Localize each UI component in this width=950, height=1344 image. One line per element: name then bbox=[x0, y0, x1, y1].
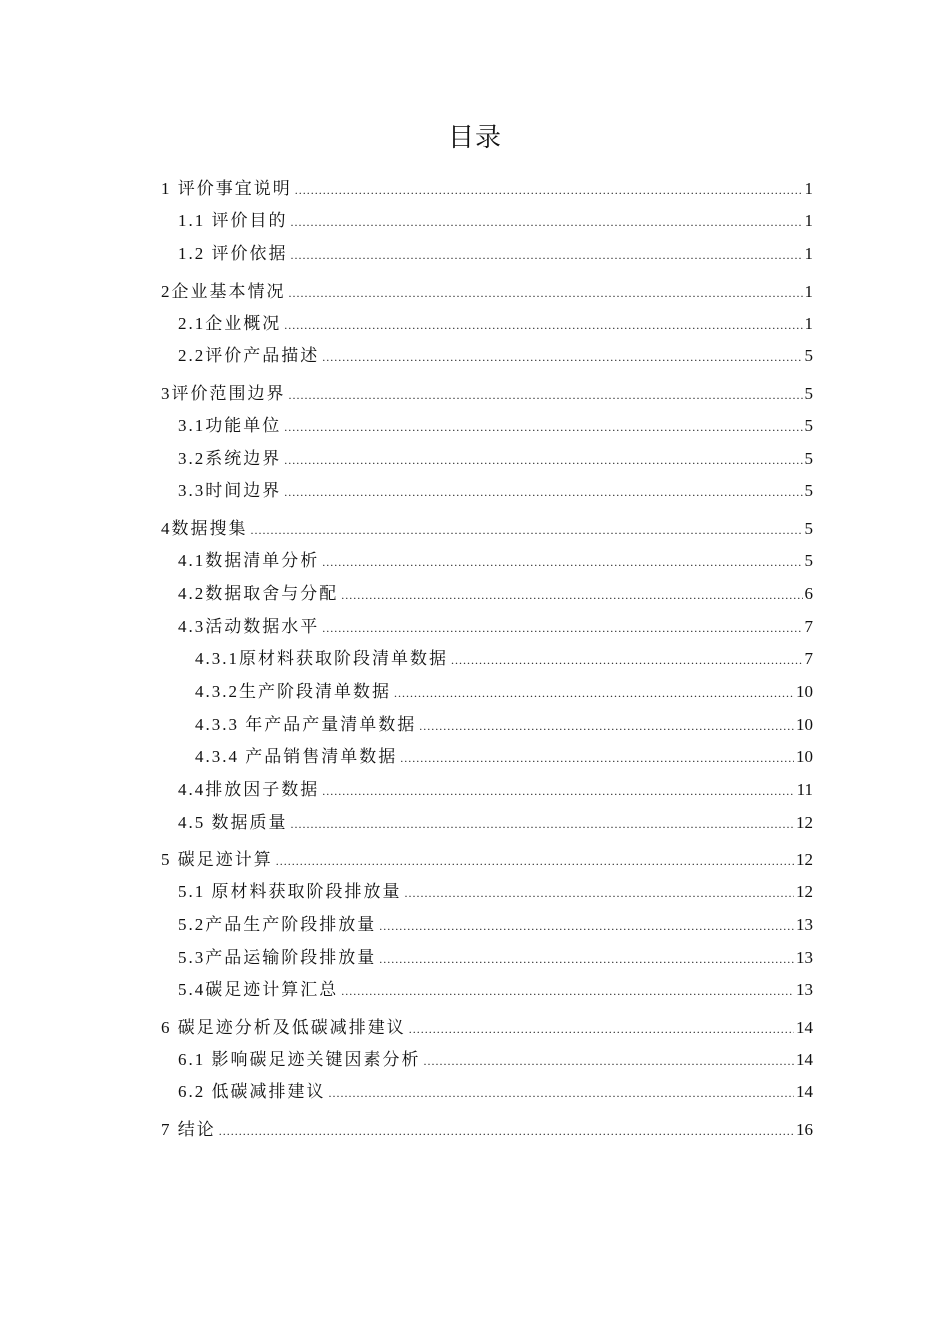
toc-entry-page: 5 bbox=[804, 449, 813, 468]
toc-leader-dots bbox=[322, 615, 802, 641]
toc-entry-page: 10 bbox=[796, 747, 813, 766]
toc-entry-page: 13 bbox=[796, 915, 813, 934]
toc-leader-dots bbox=[322, 344, 802, 370]
toc-entry[interactable] bbox=[178, 581, 813, 607]
toc-entry[interactable] bbox=[161, 847, 813, 873]
toc-entry[interactable] bbox=[178, 977, 813, 1003]
toc-entry-label: 5.1 原材料获取阶段排放量 bbox=[178, 882, 402, 901]
toc-entry-label: 5.3产品运输阶段排放量 bbox=[178, 948, 377, 967]
toc-entry-label: 2.1企业概况 bbox=[178, 314, 282, 333]
toc-entry-label: 3评价范围边界 bbox=[161, 384, 286, 403]
toc-entry-label: 2.2评价产品描述 bbox=[178, 346, 320, 365]
toc-entry-page: 12 bbox=[796, 882, 813, 901]
toc-entry-page: 7 bbox=[804, 617, 813, 636]
toc-entry-page: 11 bbox=[796, 780, 813, 799]
toc-leader-dots bbox=[329, 1080, 795, 1106]
toc-leader-dots bbox=[322, 778, 794, 804]
toc-leader-dots bbox=[405, 880, 795, 906]
toc-entry-page: 5 bbox=[804, 346, 813, 365]
toc-entry[interactable] bbox=[178, 241, 813, 267]
toc-leader-dots bbox=[451, 647, 803, 673]
toc-leader-dots bbox=[284, 312, 802, 338]
toc-entry[interactable] bbox=[178, 777, 813, 803]
toc-entry-page: 16 bbox=[796, 1120, 813, 1139]
toc-leader-dots bbox=[409, 1016, 794, 1042]
toc-leader-dots bbox=[379, 946, 794, 972]
toc-entry-label: 1.2 评价依据 bbox=[178, 244, 288, 263]
toc-entry-page: 1 bbox=[804, 244, 813, 263]
toc-entry[interactable] bbox=[161, 1015, 813, 1041]
toc-entry-page: 14 bbox=[796, 1050, 813, 1069]
toc-leader-dots bbox=[284, 414, 802, 440]
toc-entry-page: 10 bbox=[796, 715, 813, 734]
toc-entry-label: 5.4碳足迹计算汇总 bbox=[178, 980, 339, 999]
toc-entry[interactable] bbox=[195, 646, 813, 672]
toc-leader-dots bbox=[291, 209, 803, 235]
toc-entry-page: 13 bbox=[796, 980, 813, 999]
toc-entry-page: 5 bbox=[804, 416, 813, 435]
toc-entry-label: 4.3.1原材料获取阶段清单数据 bbox=[195, 649, 448, 668]
toc-entry[interactable] bbox=[195, 712, 813, 738]
toc-entry-label: 2企业基本情况 bbox=[161, 282, 286, 301]
toc-leader-dots bbox=[419, 713, 794, 739]
toc-entry[interactable] bbox=[178, 1079, 813, 1105]
toc-entry-label: 5.2产品生产阶段排放量 bbox=[178, 915, 377, 934]
toc-leader-dots bbox=[291, 242, 803, 268]
toc-entry-label: 1 评价事宜说明 bbox=[161, 179, 292, 198]
toc-entry-label: 6.2 低碳减排建议 bbox=[178, 1082, 326, 1101]
toc-entry-label: 4.4排放因子数据 bbox=[178, 780, 320, 799]
toc-entry-label: 6 碳足迹分析及低碳减排建议 bbox=[161, 1018, 406, 1037]
toc-leader-dots bbox=[322, 549, 802, 575]
toc-entry-page: 5 bbox=[804, 519, 813, 538]
toc-entry[interactable] bbox=[195, 679, 813, 705]
toc-entry-page: 5 bbox=[804, 551, 813, 570]
toc-entry[interactable] bbox=[178, 413, 813, 439]
toc-entry-page: 5 bbox=[804, 481, 813, 500]
toc-leader-dots bbox=[379, 913, 794, 939]
toc-entry-label: 4.3.2生产阶段清单数据 bbox=[195, 682, 391, 701]
toc-entry[interactable] bbox=[178, 548, 813, 574]
toc-entry-page: 13 bbox=[796, 948, 813, 967]
toc-leader-dots bbox=[251, 517, 803, 543]
toc-entry-page: 12 bbox=[796, 850, 813, 869]
toc-entry[interactable] bbox=[161, 279, 813, 305]
toc-entry-label: 4.5 数据质量 bbox=[178, 813, 288, 832]
toc-entry-label: 4数据搜集 bbox=[161, 519, 248, 538]
toc-entry-label: 4.2数据取舍与分配 bbox=[178, 584, 339, 603]
toc-entry[interactable] bbox=[178, 478, 813, 504]
toc-entry[interactable] bbox=[178, 912, 813, 938]
toc-entry[interactable] bbox=[178, 879, 813, 905]
toc-entry[interactable] bbox=[161, 516, 813, 542]
toc-leader-dots bbox=[400, 745, 794, 771]
toc-entry-page: 1 bbox=[804, 314, 813, 333]
toc-entry[interactable] bbox=[161, 176, 813, 202]
toc-entry-label: 7 结论 bbox=[161, 1120, 216, 1139]
toc-leader-dots bbox=[424, 1048, 795, 1074]
toc-entry-page: 7 bbox=[804, 649, 813, 668]
toc-entry-label: 4.1数据清单分析 bbox=[178, 551, 320, 570]
toc-entry-label: 4.3.3 年产品产量清单数据 bbox=[195, 715, 417, 734]
toc-entry[interactable] bbox=[178, 343, 813, 369]
toc-entry-page: 10 bbox=[796, 682, 813, 701]
toc-entry-label: 6.1 影响碳足迹关键因素分析 bbox=[178, 1050, 421, 1069]
toc-entry[interactable] bbox=[161, 1117, 813, 1143]
toc-entry[interactable] bbox=[195, 744, 813, 770]
toc-entry-label: 3.1功能单位 bbox=[178, 416, 282, 435]
toc-leader-dots bbox=[291, 811, 795, 837]
toc-entry-page: 14 bbox=[796, 1018, 813, 1037]
toc-entry-label: 1.1 评价目的 bbox=[178, 211, 288, 230]
toc-leader-dots bbox=[394, 680, 794, 706]
page-title: 目录 bbox=[447, 123, 502, 152]
toc-entry-page: 1 bbox=[804, 179, 813, 198]
toc-entry-label: 5 碳足迹计算 bbox=[161, 850, 273, 869]
toc-entry[interactable] bbox=[178, 945, 813, 971]
toc-entry-page: 1 bbox=[804, 282, 813, 301]
toc-leader-dots bbox=[289, 382, 803, 408]
toc-entry-label: 3.2系统边界 bbox=[178, 449, 282, 468]
toc-entry-label: 3.3时间边界 bbox=[178, 481, 282, 500]
toc-entry-page: 5 bbox=[804, 384, 813, 403]
toc-entry-label: 4.3.4 产品销售清单数据 bbox=[195, 747, 398, 766]
toc-leader-dots bbox=[341, 978, 794, 1004]
toc-entry-label: 4.3活动数据水平 bbox=[178, 617, 320, 636]
toc-entry-page: 14 bbox=[796, 1082, 813, 1101]
toc-entry[interactable] bbox=[178, 810, 813, 836]
toc-entry-page: 6 bbox=[804, 584, 813, 603]
toc-leader-dots bbox=[276, 848, 794, 874]
toc-entry[interactable] bbox=[178, 311, 813, 337]
toc-entry-page: 1 bbox=[804, 211, 813, 230]
toc-entry[interactable] bbox=[178, 208, 813, 234]
toc-leader-dots bbox=[341, 582, 802, 608]
toc-entry[interactable] bbox=[178, 614, 813, 640]
toc-leader-dots bbox=[295, 177, 803, 203]
toc-leader-dots bbox=[284, 479, 802, 505]
toc-leader-dots bbox=[284, 447, 802, 473]
toc-leader-dots bbox=[219, 1118, 794, 1144]
toc-entry-page: 12 bbox=[796, 813, 813, 832]
toc-entry[interactable] bbox=[178, 446, 813, 472]
toc-entry[interactable] bbox=[178, 1047, 813, 1073]
toc-leader-dots bbox=[289, 280, 803, 306]
toc-entry[interactable] bbox=[161, 381, 813, 407]
